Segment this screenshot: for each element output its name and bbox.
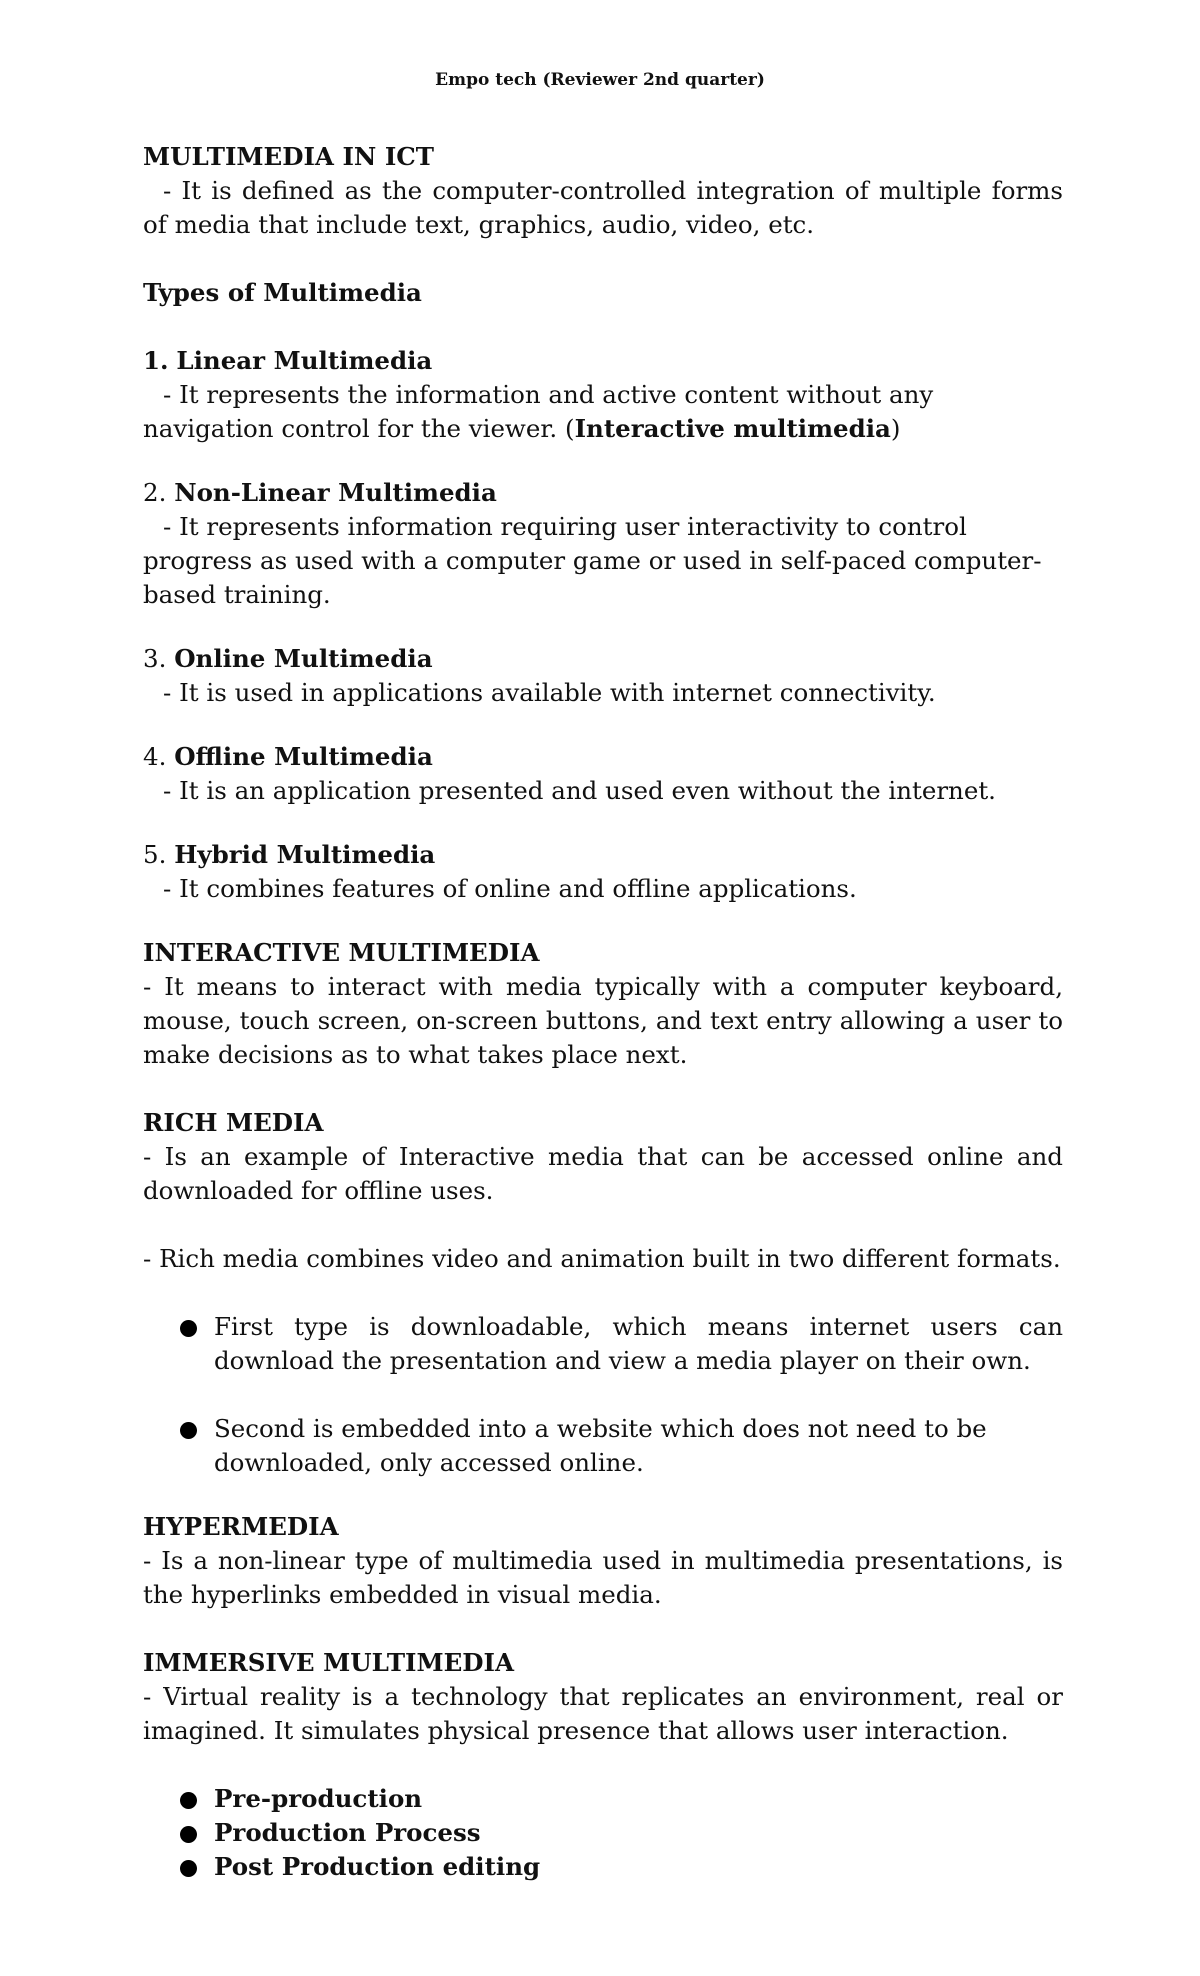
bullet-dot-icon [180,1320,197,1337]
type-item-number: 4. [143,742,167,771]
heading-types-of-multimedia: Types of Multimedia [143,278,422,307]
list-item [143,1816,1063,1850]
type-item-title-linear [143,344,1063,378]
type-item-text: - It represents the information and active content without any navigation control for the viewer. ( [143,380,934,443]
type-item-text-after: ) [890,414,901,443]
bullet-dot-icon [180,1826,197,1843]
document-body [143,140,1063,1884]
paragraph-hypermedia: - Is a non-linear type of multimedia used in multimedia presentations, is the hyperlinks embedded in visual media. [143,1546,1063,1609]
bullet-dot-icon [180,1792,197,1809]
type-item-title: Non-Linear Multimedia [174,478,497,507]
heading-multimedia-ict: MULTIMEDIA IN ICT [143,142,435,171]
type-item-title-online [143,642,1063,676]
heading-rich-media: RICH MEDIA [143,1108,324,1137]
list-item-text: First type is downloadable, which means internet users can download the presentation and view a media player on their own. [214,1312,1063,1375]
paragraph-multimedia-ict: - It is defined as the computer-controlled integration of multiple forms of media that include text, graphics, audio, video, etc. [143,176,1063,239]
list-item [143,1782,1063,1816]
list-item [143,1412,1063,1480]
paragraph-rich-media-1: - Is an example of Interactive media that can be accessed online and downloaded for offline uses. [143,1142,1063,1205]
list-item-text: Post Production editing [214,1852,541,1881]
type-item-emphasis: Interactive multimedia [574,414,891,443]
heading-hypermedia: HYPERMEDIA [143,1512,339,1541]
list-item-text: Production Process [214,1818,481,1847]
heading-immersive-multimedia: IMMERSIVE MULTIMEDIA [143,1648,515,1677]
paragraph-rich-media-2: - Rich media combines video and animation built in two different formats. [143,1244,1061,1273]
page-header: Empo tech (Reviewer 2nd quarter) [435,70,765,90]
type-item-title: Offline Multimedia [174,742,433,771]
type-item-title: Linear Multimedia [176,346,433,375]
bullet-dot-icon [180,1860,197,1877]
paragraph-interactive-multimedia: - It means to interact with media typically with a computer keyboard, mouse, touch screen, on-screen buttons, and text entry allowing a user to make decisions as to what takes place next. [143,972,1063,1069]
type-item-number: 2. [143,478,167,507]
list-item [143,1310,1063,1378]
type-item-text-linear [143,378,1063,446]
type-item-title: Online Multimedia [174,644,433,673]
bullet-dot-icon [180,1422,197,1439]
paragraph-immersive-multimedia: - Virtual reality is a technology that replicates an environment, real or imagined. It simulates physical presence that allows user interaction. [143,1682,1063,1745]
list-item [143,1850,1063,1884]
type-item-number: 5. [143,840,167,869]
rich-media-bullet-list [143,1310,1063,1480]
heading-interactive-multimedia: INTERACTIVE MULTIMEDIA [143,938,540,967]
type-item-title: Hybrid Multimedia [174,840,436,869]
type-item-title-offline [143,740,1063,774]
type-item-title-hybrid [143,838,1063,872]
type-item-number: 1. [143,346,169,375]
type-item-text-nonlinear: - It represents information requiring user interactivity to control progress as used with a computer game or used in self-paced computer-based training. [143,512,1042,609]
type-item-text-offline: - It is an application presented and used even without the internet. [163,776,996,805]
type-item-text-hybrid: - It combines features of online and offline applications. [163,874,857,903]
list-item-text: Second is embedded into a website which does not need to be downloaded, only accessed online. [214,1414,987,1477]
type-item-title-nonlinear [143,476,1063,510]
type-item-text-online: - It is used in applications available with internet connectivity. [163,678,936,707]
list-item-text: Pre-production [214,1784,423,1813]
type-item-number: 3. [143,644,167,673]
immersive-bullet-list [143,1782,1063,1884]
